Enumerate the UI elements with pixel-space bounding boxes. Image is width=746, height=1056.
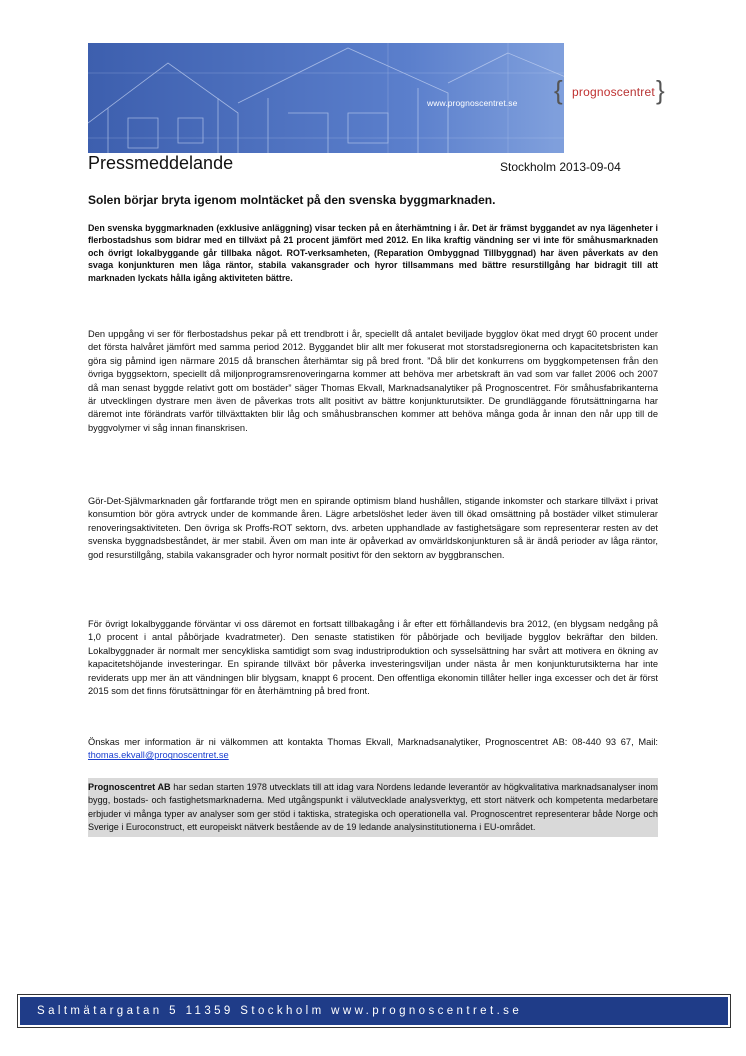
document-heading: Pressmeddelande bbox=[88, 153, 234, 173]
body-paragraph-3: För övrigt lokalbyggande förväntar vi oss däremot en fortsatt tillbakagång i år efter ett förhållandevis bra 2012, (en blygsam nedgång på 1,0 procent i antal påbörjade kvadratmeter). Den senaste statistiken för påbörjade och beviljade bygglov bekräftar den bilden. Lokalbyggnader är normalt mer sencykliska samtidigt som svag industriproduktion och sysselsättning har svårt att motivera en ökning av kapacitetshöjande investeringar. En spirande tillväxt bör påverka investeringsviljan under nästa år men konjunkturutsikterna har inte reviderats upp mer än att vändningen blir blygsam, knappt 6 procent. Den offentliga ekonomin tillåter heller inga excesser och det är först 2015 som det finns förutsättningar för en återhämtning på bred front. bbox=[88, 619, 658, 697]
footer bbox=[17, 994, 731, 1028]
about-box bbox=[88, 778, 658, 837]
document-date: Stockholm 2013-09-04 bbox=[500, 160, 621, 174]
logo-text bbox=[572, 85, 655, 99]
contact-email-link[interactable]: thomas.ekvall@prognoscentret.se bbox=[88, 750, 229, 761]
logo-text-centret: centret bbox=[616, 85, 655, 99]
logo-brace-left: { bbox=[554, 75, 563, 105]
footer-address: Saltmätargatan 5 11359 Stockholm www.prognoscentret.se bbox=[37, 1005, 523, 1017]
logo-text-prognos: prognos bbox=[572, 85, 617, 99]
footer-bar bbox=[20, 997, 728, 1025]
logo-brace-right: } bbox=[656, 75, 665, 105]
lead-paragraph: Den svenska byggmarknaden (exklusive anläggning) visar tecken på en återhämtning i år. Det är främst byggandet av nya lägenheter i flerbostadshus som bidrar med en tillväxt på 21 procent jämfört med 2012. En lika kraftig vändning ser vi inte för småhusmarknaden och övrigt lokalbyggande går tillbaka något. ROT-verksamheten, (Reparation Ombyggnad Tillbyggnad) har även påverkats av den svaga konjunkturen men låga räntor, stabila vakansgrader och hyror tillsammans med bättre resurstillgång har bidragit till att marknaden lyckats hålla igång aktiviteten bättre. bbox=[88, 223, 658, 283]
contact-text: Önskas mer information är ni välkommen att kontakta Thomas Ekvall, Marknadsanalytiker, Prognoscentret AB: 08-440 93 67, Mail: bbox=[88, 737, 658, 747]
contact-paragraph bbox=[88, 736, 658, 763]
about-text: har sedan starten 1978 utvecklats till att idag vara Nordens ledande leverantör av högkvalitativa marknadsanalyser inom bygg, bostads- och fastighetsmarknaderna. Med utgångspunkt i välutvecklade analysverktyg, ett stort nätverk och kompetenta medarbetare erbjuder vi många typer av analyser som ger stöd i taktiska, strategiska och operationella val. Prognoscentret representerar både Norge och Sverige i Euroconstruct, ett europeiskt nätverk bestående av de 19 ledande analysinstitutionerna i EU-området. bbox=[88, 782, 659, 833]
press-title: Solen börjar bryta igenom molntäcket på den svenska byggmarknaden. bbox=[88, 193, 496, 207]
about-company: Prognoscentret AB bbox=[88, 782, 171, 792]
body-paragraph-2: Gör-Det-Självmarknaden går fortfarande trögt men en spirande optimism bland hushållen, stigande inkomster och starkare tillväxt i privat konsumtion bör göra avtryck under de kommande åren. Lägre arbetslöshet leder även till ökad omsättning på bostäder vilket stimulerar renoveringsaktiviteten. Den övriga sk Proffs-ROT sektorn, dvs. arbeten upphandlade av fastighetsägare som representerar resten av det svenska byggnadsbeståndet, är mer stabil. Även om man inte är opåverkad av omvärldskonjunkturen så är ändå perioder av låga räntor, god resurstillgång, stabila vakansgrader och hyror normalt positivt för den sektorn av byggbranschen. bbox=[88, 496, 658, 560]
banner-url: www.prognoscentret.se bbox=[427, 98, 518, 108]
body-paragraph-1: Den uppgång vi ser för flerbostadshus pekar på ett trendbrott i år, speciellt då antalet beviljade bygglov ökat med drygt 60 procent under det första halvåret jämfört med samma period 2012. Byggandet blir allt mer fokuserat mot storstadsregionerna och kapacitetsbristen kan göra sig påmind igen närmare 2015 då branschen återhämtar sig på bred front. ”Då blir det konkurrens om byggkompetensen från den övriga byggsektorn, speciellt då miljonprogramsrenoveringarna kommer att behöva mer arbetskraft än vad som var fallet 2006 och 2007 då man senast byggde relativt gott om bostäder” säger Thomas Ekvall, Marknadsanalytiker på Prognoscentret. För småhusfabrikanterna är utvecklingen dystrare men även de påverkas trots allt positivt av bättre konjunkturutsikter. De grundläggande förutsättningarna har däremot inte förändrats varför tillväxttakten blir låg och småhusbranschen kommer att behöva många goda år innan den når upp till de byggvolymer vi såg innan finanskrisen. bbox=[88, 329, 658, 433]
